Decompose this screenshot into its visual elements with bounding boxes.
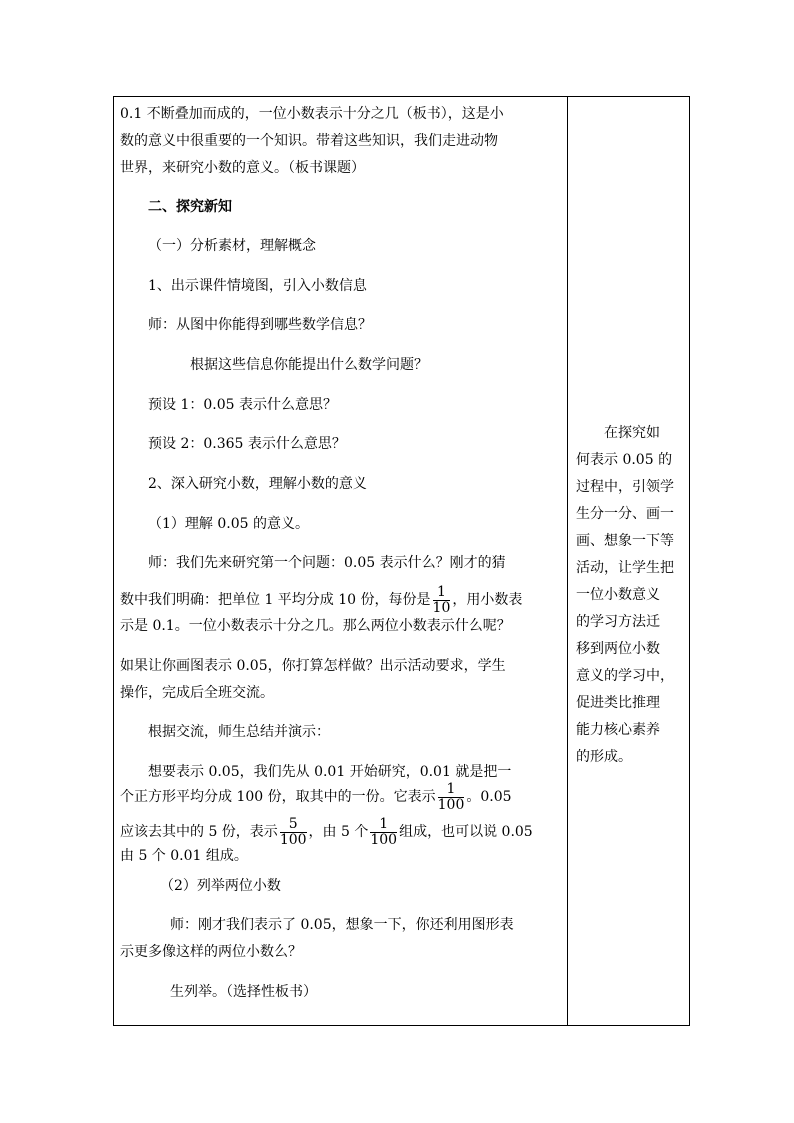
note-line: 生分一分、画一 <box>576 506 674 522</box>
fraction: $\frac{1}{100}$ <box>370 815 398 848</box>
step-heading: 2、深入研究小数，理解小数的意义 <box>148 476 367 492</box>
note-line: 在探究如 <box>604 425 660 441</box>
paragraph-line: 世界，来研究小数的意义。（板书课题） <box>120 160 365 176</box>
teacher-question: 师：从图中你能得到哪些数学信息？ <box>148 317 372 333</box>
paragraph-line: 示是 0.1。一位小数表示十分之几。那么两位小数表示什么呢？ <box>120 618 511 634</box>
teacher-question: 根据这些信息你能提出什么数学问题？ <box>190 357 428 373</box>
note-line: 的形成。 <box>576 749 632 765</box>
paragraph-line: 由 5 个 0.01 组成。 <box>120 848 248 864</box>
paragraph-line: 操作，完成后全班交流。 <box>120 685 274 701</box>
fraction: $\frac{1}{10}$ <box>432 583 451 616</box>
step-heading: 1、出示课件情境图，引入小数信息 <box>148 278 367 294</box>
note-line: 一位小数意义 <box>576 587 660 603</box>
paragraph-line: 个正方形平均分成 100 份，取其中的一份。它表示 $\frac{1}{100}$ 。0.05 <box>120 780 512 813</box>
note-line: 何表示 0.05 的 <box>576 452 673 468</box>
paragraph-line: 如果让你画图表示 0.05，你打算怎样做？出示活动要求，学生 <box>120 658 506 674</box>
paragraph-line: 根据交流，师生总结并演示： <box>148 724 330 740</box>
substep-heading: （2）列举两位小数 <box>160 878 281 894</box>
fraction: $\frac{1}{100}$ <box>437 780 465 813</box>
section-heading: 二、探究新知 <box>148 199 232 215</box>
note-line: 过程中，引领学 <box>576 479 674 495</box>
paragraph-line: 数的意义中很重要的一个知识。带着这些知识，我们走进动物 <box>120 133 498 149</box>
paragraph-line: 应该去其中的 5 份，表示 $\frac{5}{100}$ ，由 5 个 $\frac{1}{100}$ 组成，也可以说 0.05 <box>120 815 533 848</box>
note-line: 意义的学习中， <box>576 668 674 684</box>
subsection-heading: （一）分析素材，理解概念 <box>148 238 316 254</box>
note-line: 移到两位小数 <box>576 641 660 657</box>
preset-question: 预设 1：0.05 表示什么意思？ <box>148 397 337 413</box>
substep-heading: （1）理解 0.05 的意义。 <box>148 516 309 532</box>
note-line: 活动，让学生把 <box>576 560 674 576</box>
preset-question: 预设 2：0.365 表示什么意思？ <box>148 436 346 452</box>
note-line: 的学习方法迁 <box>576 614 660 630</box>
paragraph-line: 师：刚才我们表示了 0.05，想象一下，你还利用图形表 <box>170 917 514 933</box>
column-divider <box>567 96 568 1026</box>
paragraph-line: 0.1 不断叠加而成的，一位小数表示十分之几（板书），这是小 <box>120 106 504 122</box>
paragraph-line: 示更多像这样的两位小数么？ <box>120 944 302 960</box>
paragraph-line: 数中我们明确：把单位 1 平均分成 10 份，每份是 $\frac{1}{10}$ ，用小数表 <box>120 583 523 616</box>
paragraph-line: 想要表示 0.05，我们先从 0.01 开始研究，0.01 就是把一 <box>148 764 512 780</box>
paragraph-line: 生列举。（选择性板书） <box>170 984 317 1000</box>
note-line: 画、想象一下等 <box>576 533 674 549</box>
paragraph-line: 师：我们先来研究第一个问题：0.05 表示什么？刚才的猜 <box>148 555 506 571</box>
fraction: $\frac{5}{100}$ <box>279 815 307 848</box>
note-line: 能力核心素养 <box>576 722 660 738</box>
note-line: 促进类比推理 <box>576 695 660 711</box>
